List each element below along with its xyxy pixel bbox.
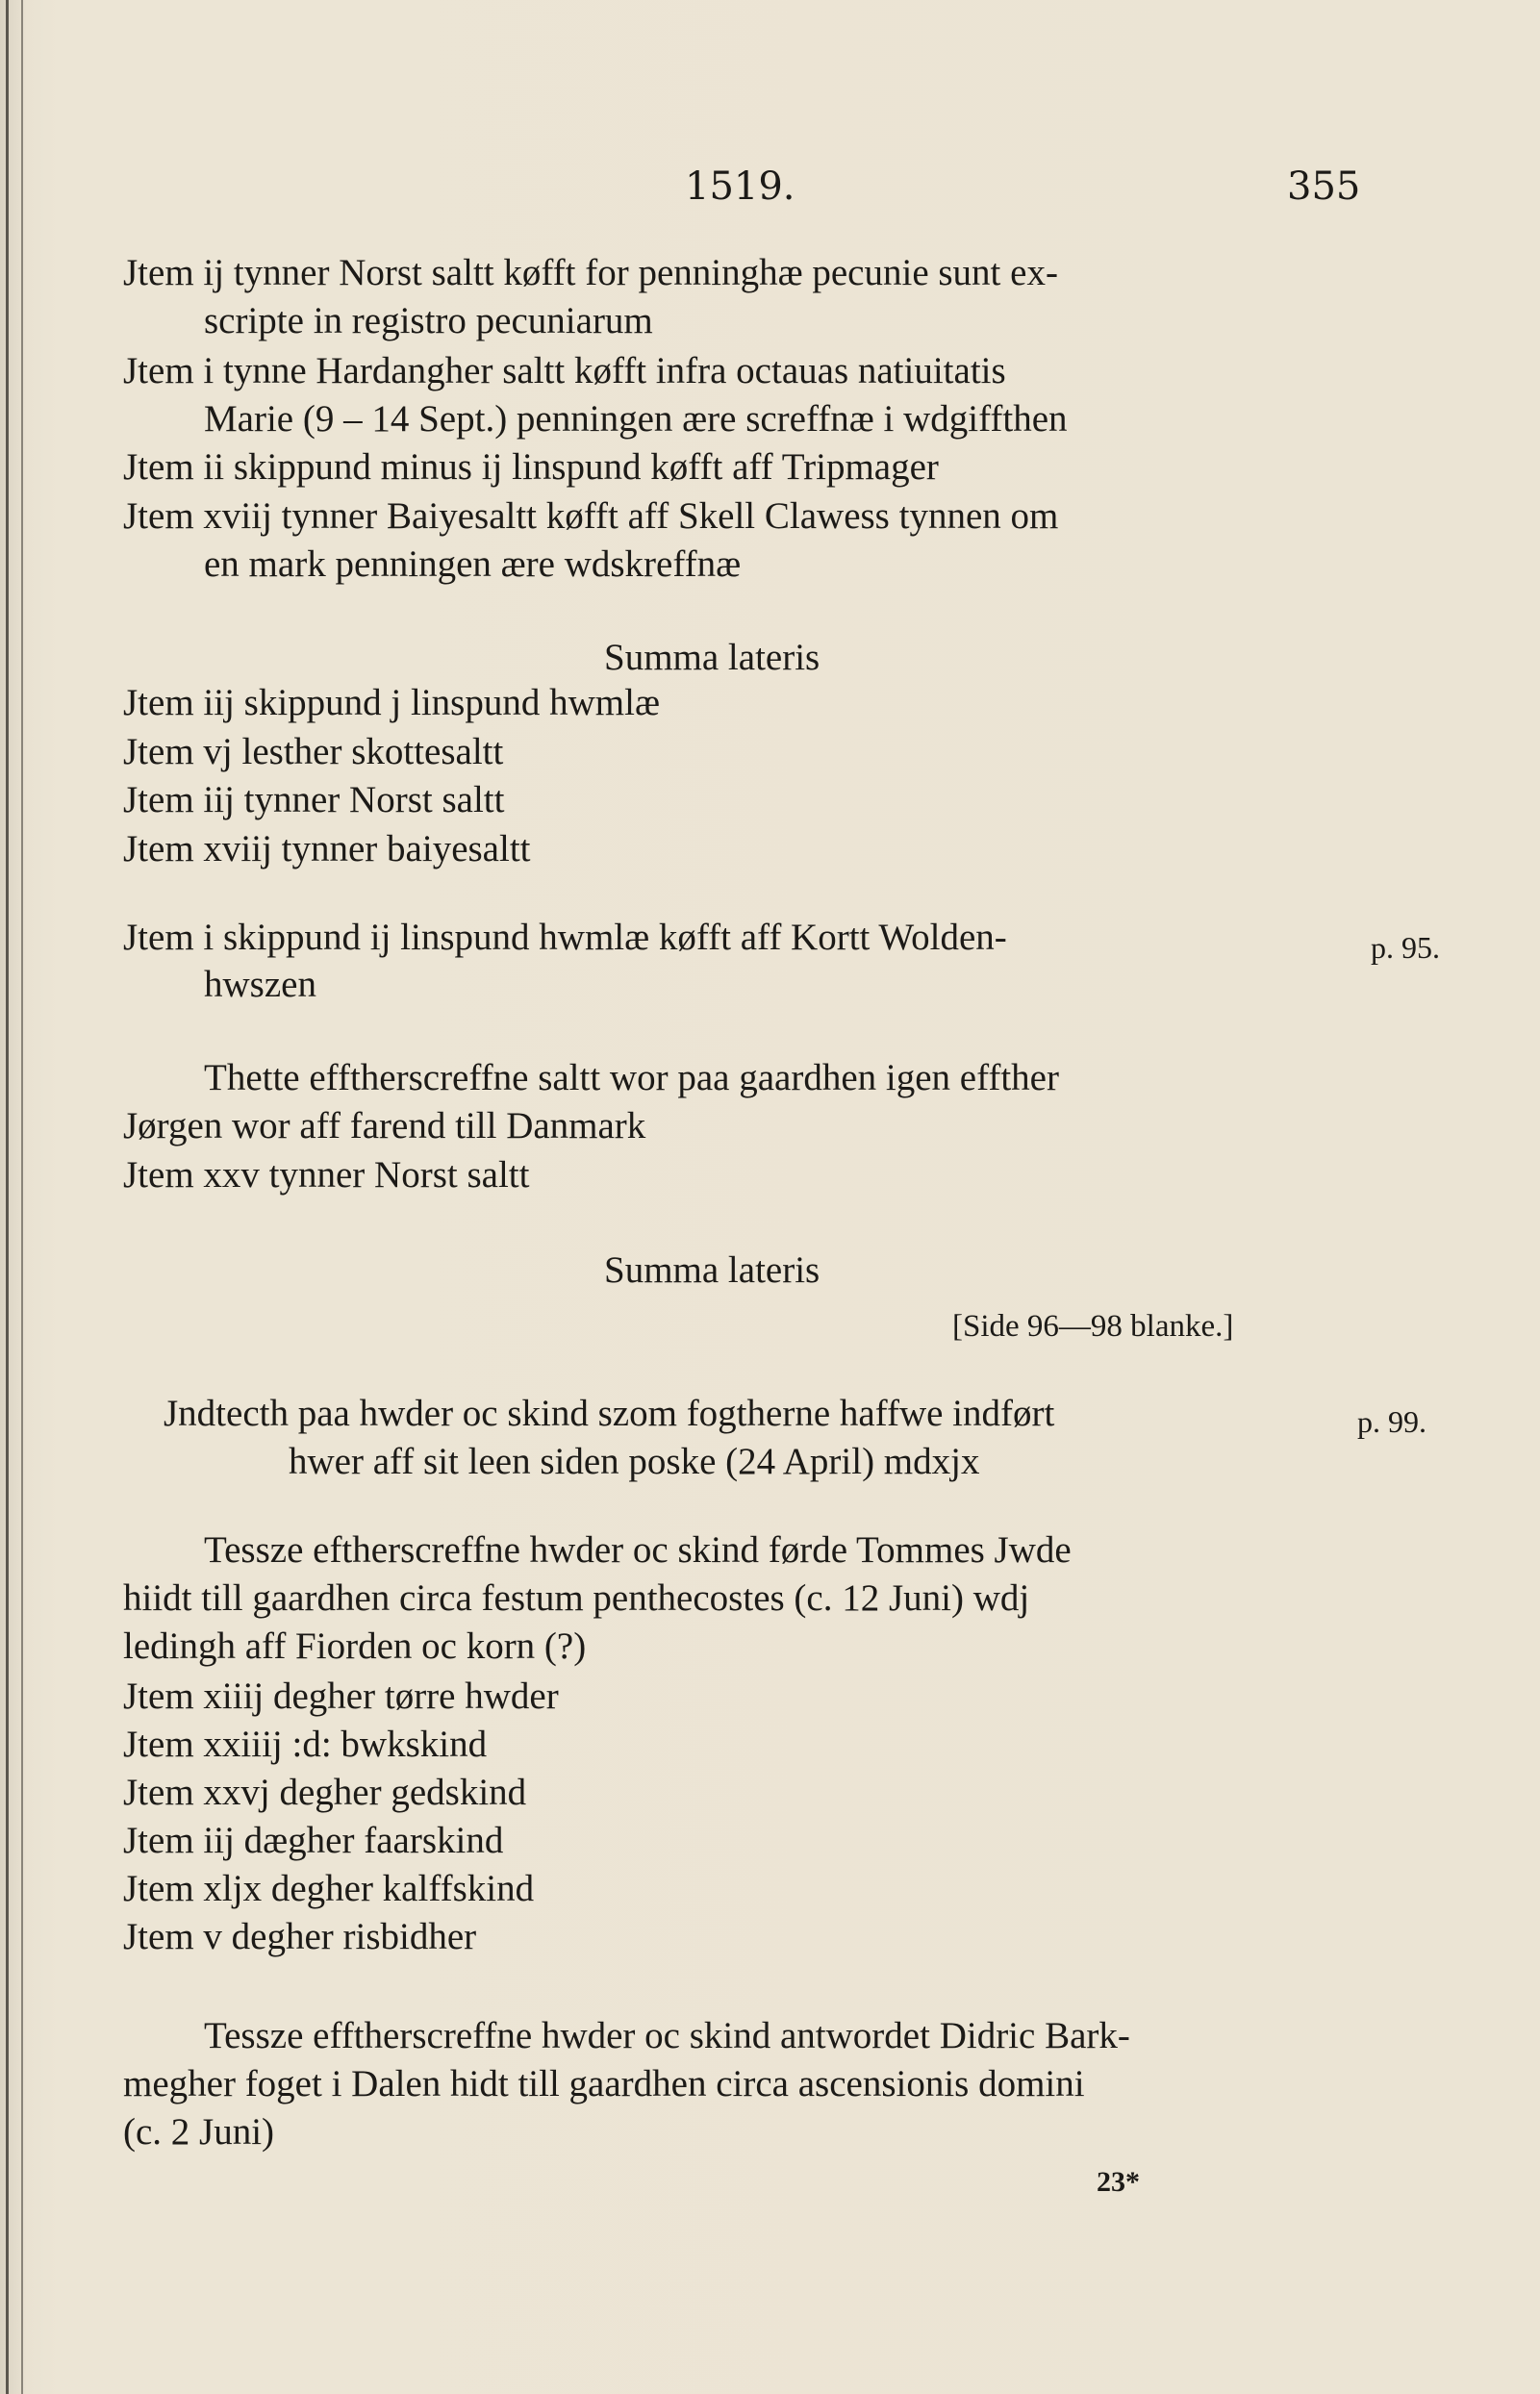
signature-mark: 23* (1097, 2166, 1140, 2198)
text-line: Jtem xiiij degher tørre hwder (123, 1676, 559, 1717)
text-line: Marie (9 – 14 Sept.) penningen ære screffnæ i wdgiffthen (204, 398, 1068, 440)
page-number: 355 (1287, 164, 1361, 209)
text-line: Jtem i tynne Hardangher saltt køfft infra octauas natiuitatis (123, 350, 1006, 391)
text-line: Jtem xxv tynner Norst saltt (123, 1154, 530, 1196)
text-line: Jtem xxiiij :d: bwkskind (123, 1724, 488, 1765)
text-line: Jndtecth paa hwder oc skind szom fogtherne haffwe indført (164, 1393, 1055, 1434)
text-line: Jtem iij tynner Norst saltt (123, 779, 505, 820)
text-line: Jtem ii skippund minus ij linspund køfft aff Tripmager (123, 446, 939, 488)
margin-note-p95: p. 95. (1371, 930, 1440, 965)
text-line: Tessze efftherscreffne hwder oc skind antwordet Didric Bark- (204, 2015, 1130, 2056)
text-line: Summa lateris (604, 637, 820, 678)
binding-edge (6, 0, 9, 2394)
text-line: ledingh aff Fiorden oc korn (?) (123, 1625, 587, 1667)
text-line: Jtem vj lesther skottesaltt (123, 731, 504, 772)
text-line: Jtem v degher risbidher (123, 1916, 477, 1957)
text-line: Jtem iij dægher faarskind (123, 1820, 504, 1861)
text-line: Jtem iij skippund j linspund hwmlæ (123, 682, 660, 723)
text-line: megher foget i Dalen hidt till gaardhen circa ascensionis domini (123, 2063, 1085, 2104)
page-year: 1519. (685, 164, 795, 209)
text-line: Jtem xviij tynner Baiyesaltt køfft aff Skell Clawess tynnen om (123, 495, 1059, 537)
text-line: Summa lateris (604, 1249, 820, 1291)
text-line: hwer aff sit leen siden poske (24 April) mdxjx (289, 1441, 980, 1482)
text-line: Tessze eftherscreffne hwder oc skind førde Tommes Jwde (204, 1529, 1072, 1571)
text-line: (c. 2 Juni) (123, 2111, 275, 2153)
binding-edge-inner (21, 0, 23, 2394)
text-line: scripte in registro pecuniarum (204, 300, 653, 341)
text-line: Jtem i skippund ij linspund hwmlæ køfft aff Kortt Wolden- (123, 917, 1007, 958)
text-line: Thette efftherscreffne saltt wor paa gaardhen igen effther (204, 1057, 1059, 1098)
side-blank-note: [Side 96—98 blanke.] (952, 1309, 1234, 1344)
text-line: en mark penningen ære wdskreffnæ (204, 543, 742, 585)
text-line: Jtem xviij tynner baiyesaltt (123, 828, 531, 869)
text-line: hiidt till gaardhen circa festum penthecostes (c. 12 Juni) wdj (123, 1577, 1030, 1619)
text-line: Jtem xxvj degher gedskind (123, 1772, 527, 1813)
text-line: Jtem xljx degher kalffskind (123, 1868, 535, 1909)
text-line: hwszen (204, 964, 316, 1005)
text-line: Jtem ij tynner Norst saltt køfft for penninghæ pecunie sunt ex- (123, 252, 1058, 293)
text-line: Jørgen wor aff farend till Danmark (123, 1105, 646, 1147)
margin-note-p99: p. 99. (1357, 1404, 1426, 1439)
